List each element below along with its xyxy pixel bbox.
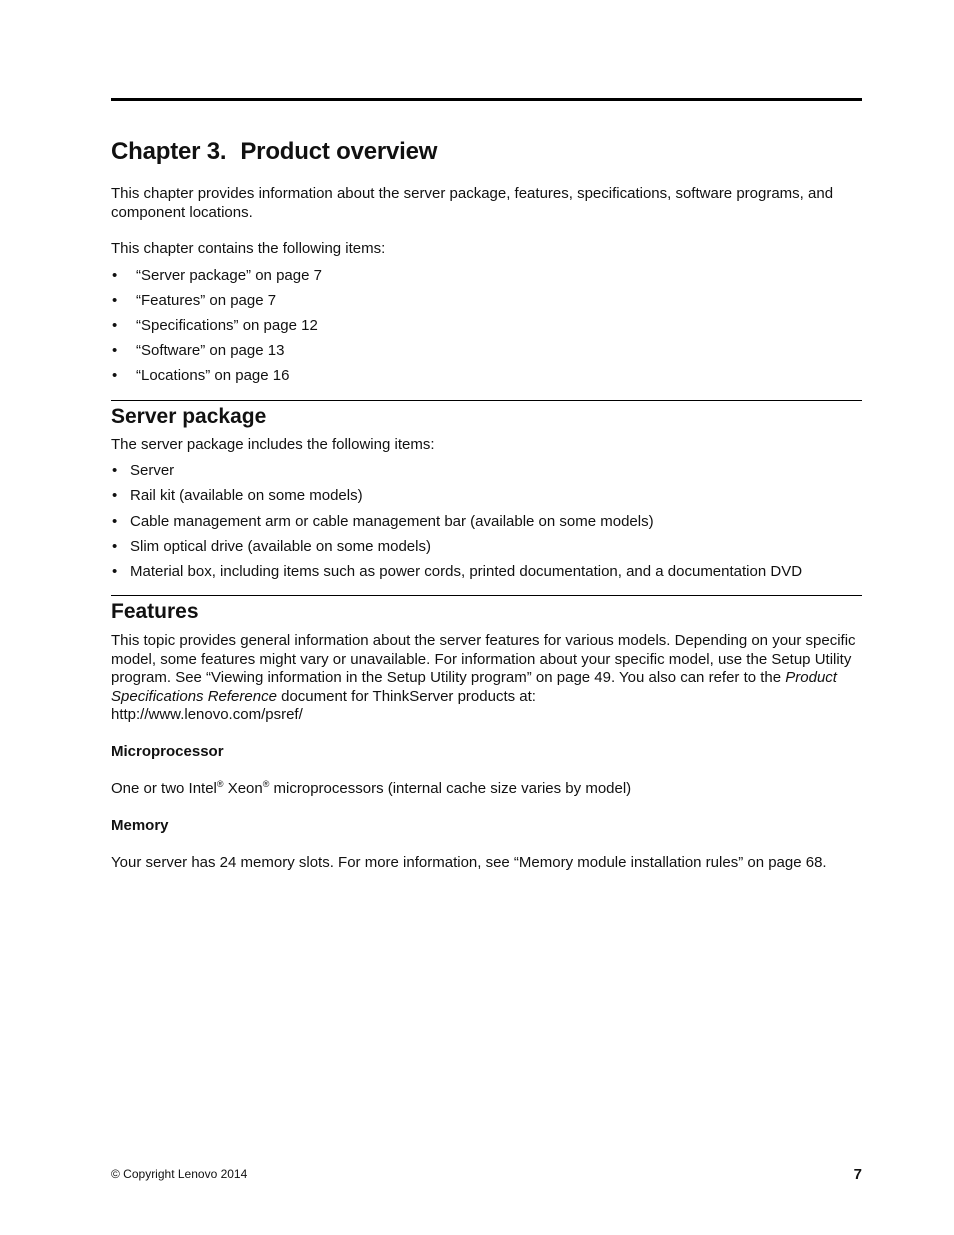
chapter-item-label: “Server package” on page 7 xyxy=(136,266,322,284)
page-footer xyxy=(111,1166,862,1186)
bullet: • xyxy=(112,316,118,334)
chapter-item-link[interactable] xyxy=(111,367,862,392)
chapter-contains-intro: This chapter contains the following items: xyxy=(111,240,386,257)
features-intro-text: This topic provides general information about the server features for various models. Depending on your specific model, some features might vary or unavailable. For information about your specific model, use the Setup Utility program. See “Viewing information in the Setup Utility program” on page 49. You also can refer to the xyxy=(111,632,856,687)
chapter-item-link[interactable] xyxy=(111,292,862,317)
server-package-list xyxy=(111,462,862,588)
registered-mark: ® xyxy=(216,778,224,789)
list-item xyxy=(111,538,862,563)
microprocessor-text-c: microprocessors (internal cache size varies by model) xyxy=(269,779,632,797)
list-item xyxy=(111,487,862,512)
chapter-item-link[interactable] xyxy=(111,342,862,367)
server-package-heading: Server package xyxy=(111,404,267,428)
bullet: • xyxy=(112,291,118,309)
chapter-item-label: “Software” on page 13 xyxy=(136,341,285,359)
chapter-item-label: “Specifications” on page 12 xyxy=(136,316,318,334)
bullet: • xyxy=(112,366,118,384)
chapter-title-text: Product overview xyxy=(240,138,438,165)
microprocessor-heading: Microprocessor xyxy=(111,742,224,760)
memory-heading: Memory xyxy=(111,817,169,835)
psref-doc-title: Product Specifications Reference xyxy=(111,669,837,705)
list-item-text: Slim optical drive (available on some models) xyxy=(130,537,431,555)
bullet: • xyxy=(112,341,118,359)
list-item-text: Cable management arm or cable management bar (available on some models) xyxy=(130,512,654,530)
server-package-intro: The server package includes the following items: xyxy=(111,435,435,453)
bullet: • xyxy=(112,563,118,581)
microprocessor-text-a: One or two Intel xyxy=(111,779,217,797)
copyright-notice: © Copyright Lenovo 2014 xyxy=(111,1167,248,1181)
chapter-number: Chapter 3. xyxy=(111,138,227,165)
section-rule xyxy=(111,400,862,401)
bullet: • xyxy=(112,487,118,505)
chapter-item-label: “Features” on page 7 xyxy=(136,291,277,309)
chapter-top-rule xyxy=(111,98,862,101)
bullet: • xyxy=(112,266,118,284)
chapter-item-link[interactable] xyxy=(111,267,862,292)
microprocessor-text-b: Xeon xyxy=(223,779,263,797)
psref-url-link[interactable]: http://www.lenovo.com/psref/ xyxy=(111,706,303,724)
bullet: • xyxy=(112,537,118,555)
list-item-text: Rail kit (available on some models) xyxy=(130,487,363,505)
page-content xyxy=(111,98,862,873)
chapter-item-list xyxy=(111,267,862,392)
list-item xyxy=(111,462,862,487)
page-number: 7 xyxy=(853,1166,862,1183)
chapter-intro: This chapter provides information about the server package, features, specifications, software programs, and component locations. xyxy=(111,185,834,221)
microprocessor-text xyxy=(111,780,862,799)
list-item-text: Server xyxy=(130,462,175,479)
chapter-title xyxy=(111,137,862,167)
section-rule xyxy=(111,595,862,596)
memory-text: Your server has 24 memory slots. For more information, see “Memory module installation rules” on page 68. xyxy=(111,854,827,872)
registered-mark: ® xyxy=(262,778,270,789)
chapter-item-link[interactable] xyxy=(111,317,862,342)
bullet: • xyxy=(112,512,118,530)
list-item-text: Material box, including items such as power cords, printed documentation, and a documentation DVD xyxy=(130,563,803,581)
chapter-item-label: “Locations” on page 16 xyxy=(136,366,290,384)
list-item xyxy=(111,563,862,588)
bullet: • xyxy=(112,462,118,479)
list-item xyxy=(111,513,862,538)
features-heading: Features xyxy=(111,600,199,624)
features-intro-text-end: document for ThinkServer products at: xyxy=(276,687,536,705)
features-intro xyxy=(111,632,862,725)
